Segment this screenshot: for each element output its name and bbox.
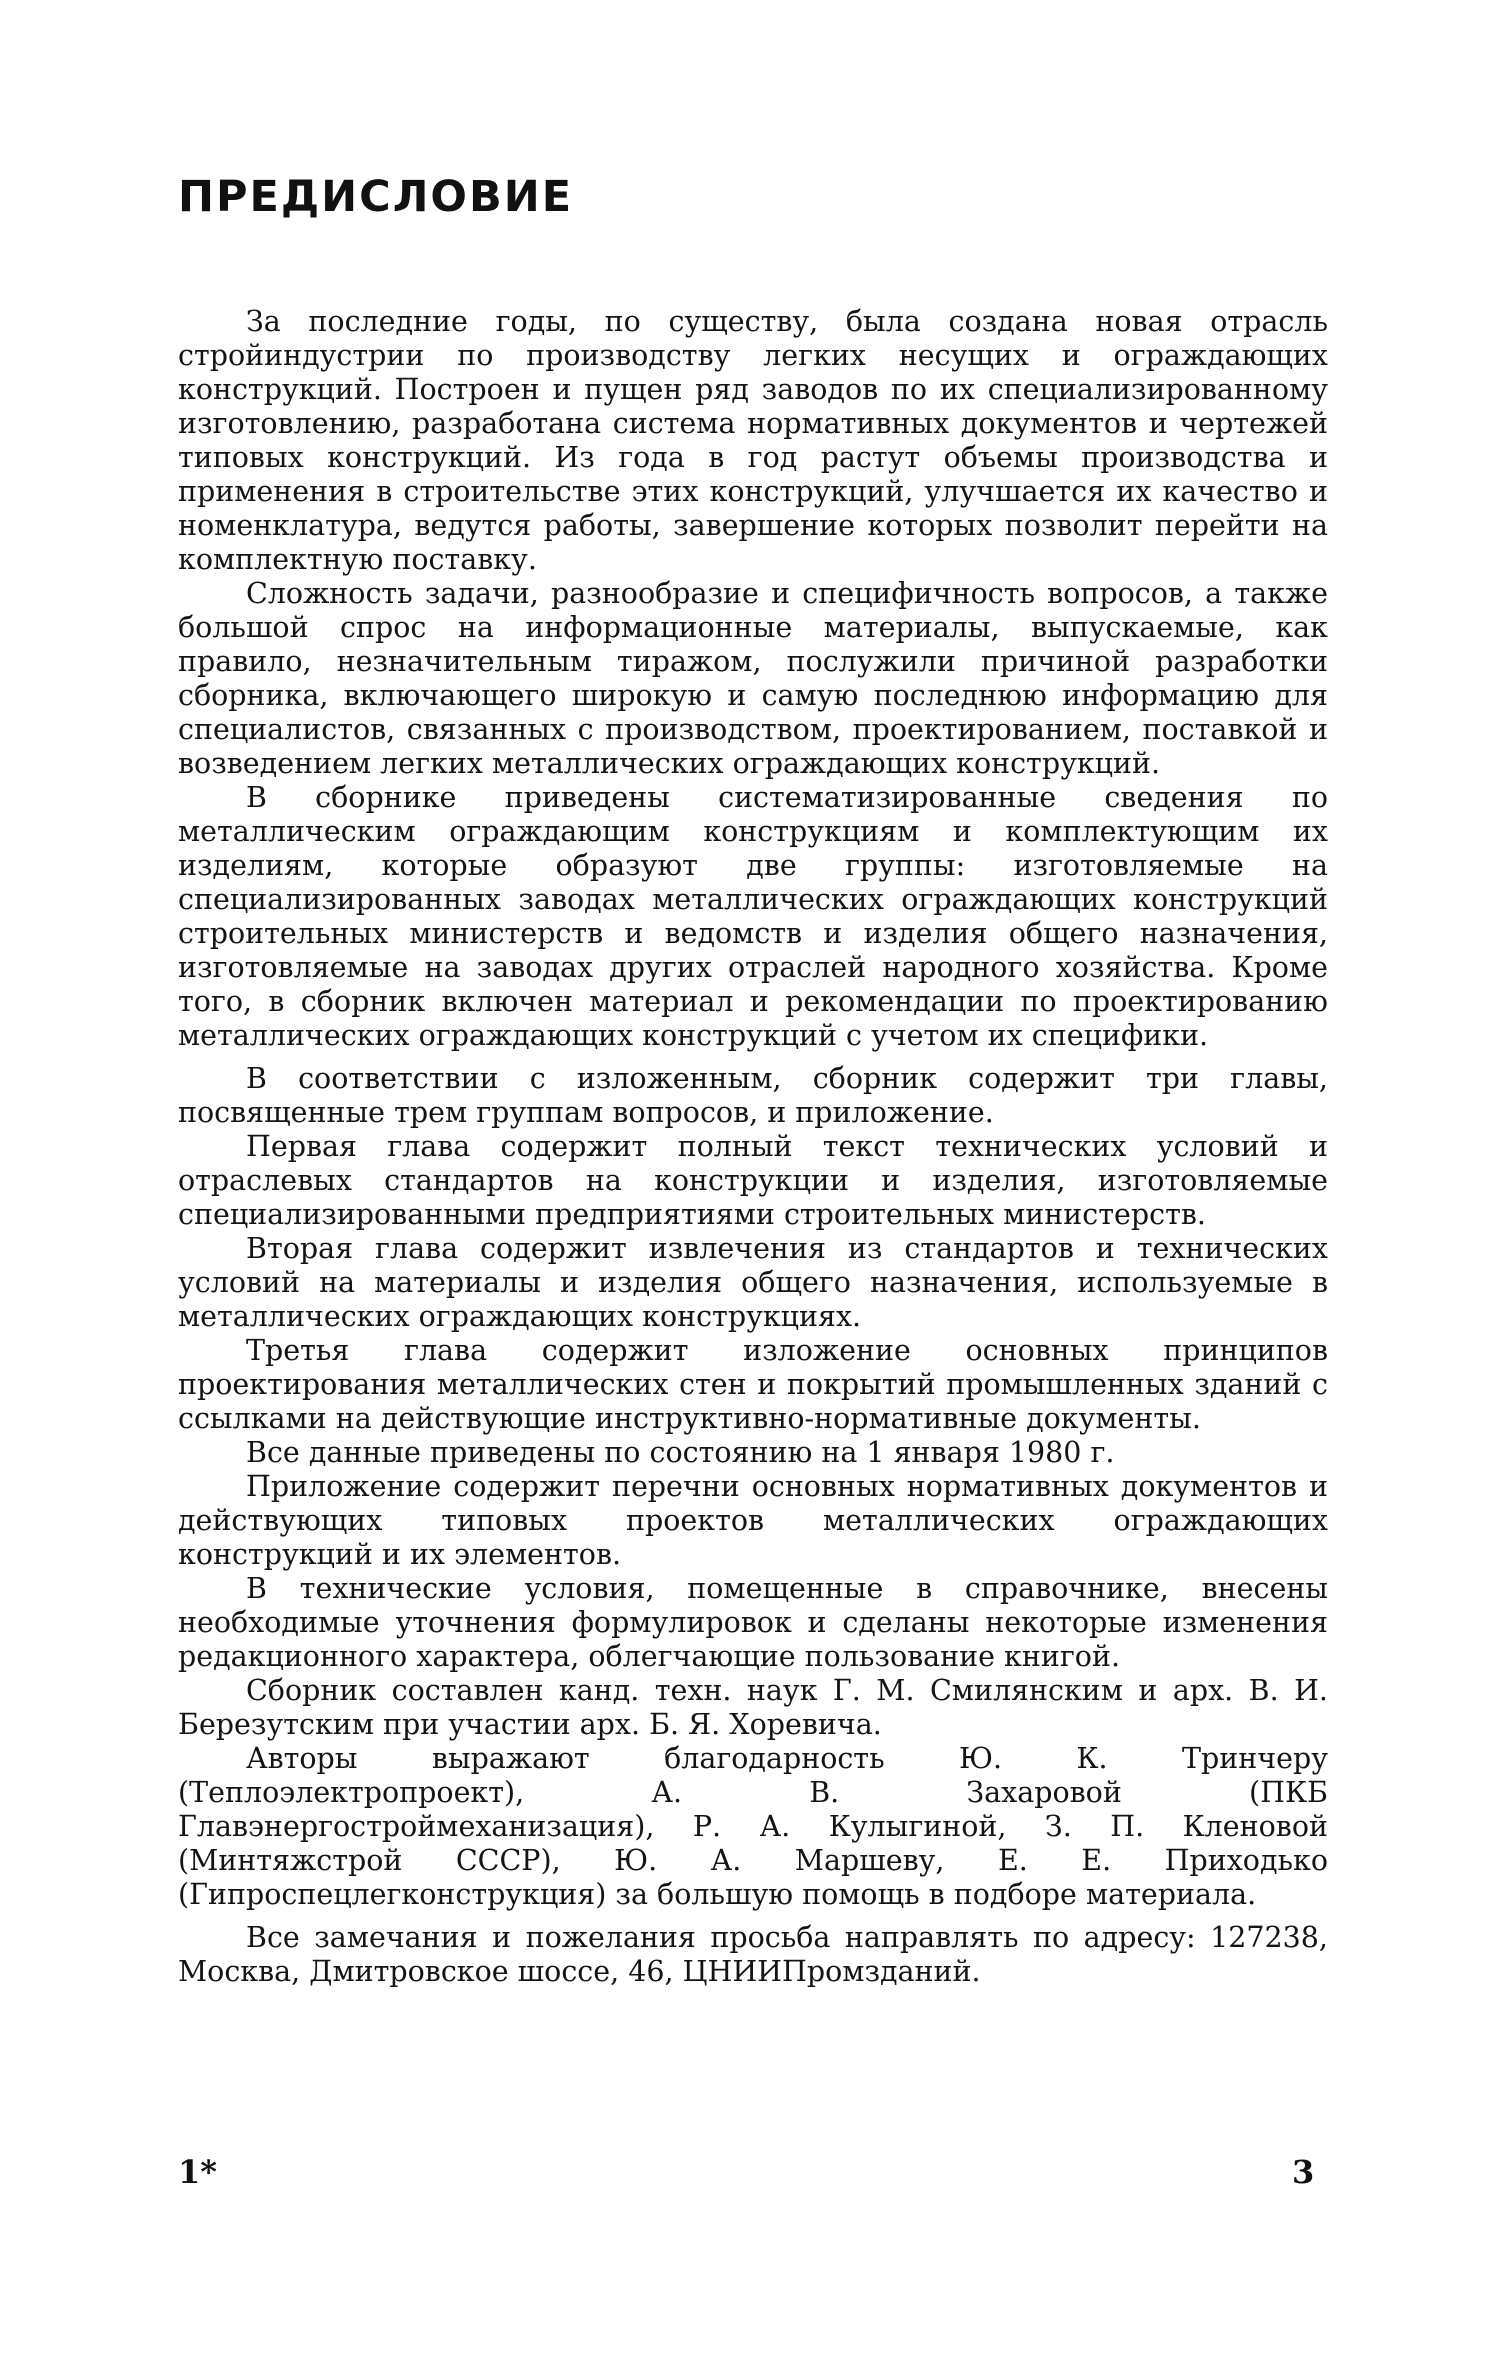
paragraph: Авторы выражают благодарность Ю. К. Тринчеру (Теплоэлектропроект), А. В. Захаровой (ПКБ Главэнергостроймеханизация), Р. А. Кулыгиной, З. П. Кленовой (Минтяжстрой СССР), Ю. А. Маршеву, Е. Е. Приходько (Гипроспецлегконструкция) за большую помощь в подборе материала. <box>178 1742 1328 1911</box>
paragraph: В соответствии с изложенным, сборник содержит три главы, посвященные трем группам вопросов, и приложение. <box>178 1062 1328 1129</box>
signature-mark: 1* <box>178 2153 217 2191</box>
page-number: 3 <box>1292 2153 1315 2191</box>
paragraph: Вторая глава содержит извлечения из стандартов и технических условий на материалы и изделия общего назначения, используемые в металлических ограждающих конструкциях. <box>178 1232 1328 1333</box>
paragraph: В технические условия, помещенные в справочнике, внесены необходимые уточнения формулировок и сделаны некоторые изменения редакционного характера, облегчающие пользование книгой. <box>178 1572 1328 1673</box>
paragraph: Третья глава содержит изложение основных принципов проектирования металлических стен и покрытий промышленных зданий с ссылками на действующие инструктивно-нормативные документы. <box>178 1334 1328 1435</box>
paragraph: Первая глава содержит полный текст технических условий и отраслевых стандартов на конструкции и изделия, изготовляемые специализированными предприятиями строительных министерств. <box>178 1130 1328 1231</box>
body-text <box>178 305 1328 1989</box>
paragraph: В сборнике приведены систематизированные сведения по металлическим ограждающим конструкциям и комплектующим их изделиям, которые образуют две группы: изготовляемые на специализированных заводах металлических ограждающих конструкций строительных министерств и ведомств и изделия общего назначения, изготовляемые на заводах других отраслей народного хозяйства. Кроме того, в сборник включен материал и рекомендации по проектированию металлических ограждающих конструкций с учетом их специфики. <box>178 781 1328 1052</box>
page-title: ПРЕДИСЛОВИЕ <box>178 172 574 222</box>
paragraph: Все замечания и пожелания просьба направлять по адресу: 127238, Москва, Дмитровское шоссе, 46, ЦНИИПромзданий. <box>178 1921 1328 1988</box>
paragraph: Все данные приведены по состоянию на 1 января 1980 г. <box>246 1436 1115 1469</box>
paragraph: Сложность задачи, разнообразие и специфичность вопросов, а также большой спрос на информационные материалы, выпускаемые, как правило, незначительным тиражом, послужили причиной разработки сборника, включающего широкую и самую последнюю информацию для специалистов, связанных с производством, проектированием, поставкой и возведением легких металлических ограждающих конструкций. <box>178 577 1328 780</box>
paragraph: За последние годы, по существу, была создана новая отрасль стройиндустрии по производству легких несущих и ограждающих конструкций. Построен и пущен ряд заводов по их специализированному изготовлению, разработана система нормативных документов и чертежей типовых конструкций. Из года в год растут объемы производства и применения в строительстве этих конструкций, улучшается их качество и номенклатура, ведутся работы, завершение которых позволит перейти на комплектную поставку. <box>178 305 1328 576</box>
paragraph: Приложение содержит перечни основных нормативных документов и действующих типовых проектов металлических ограждающих конструкций и их элементов. <box>178 1470 1328 1571</box>
paragraph: Сборник составлен канд. техн. наук Г. М. Смилянским и арх. В. И. Березутским при участии арх. Б. Я. Хоревича. <box>178 1674 1328 1741</box>
